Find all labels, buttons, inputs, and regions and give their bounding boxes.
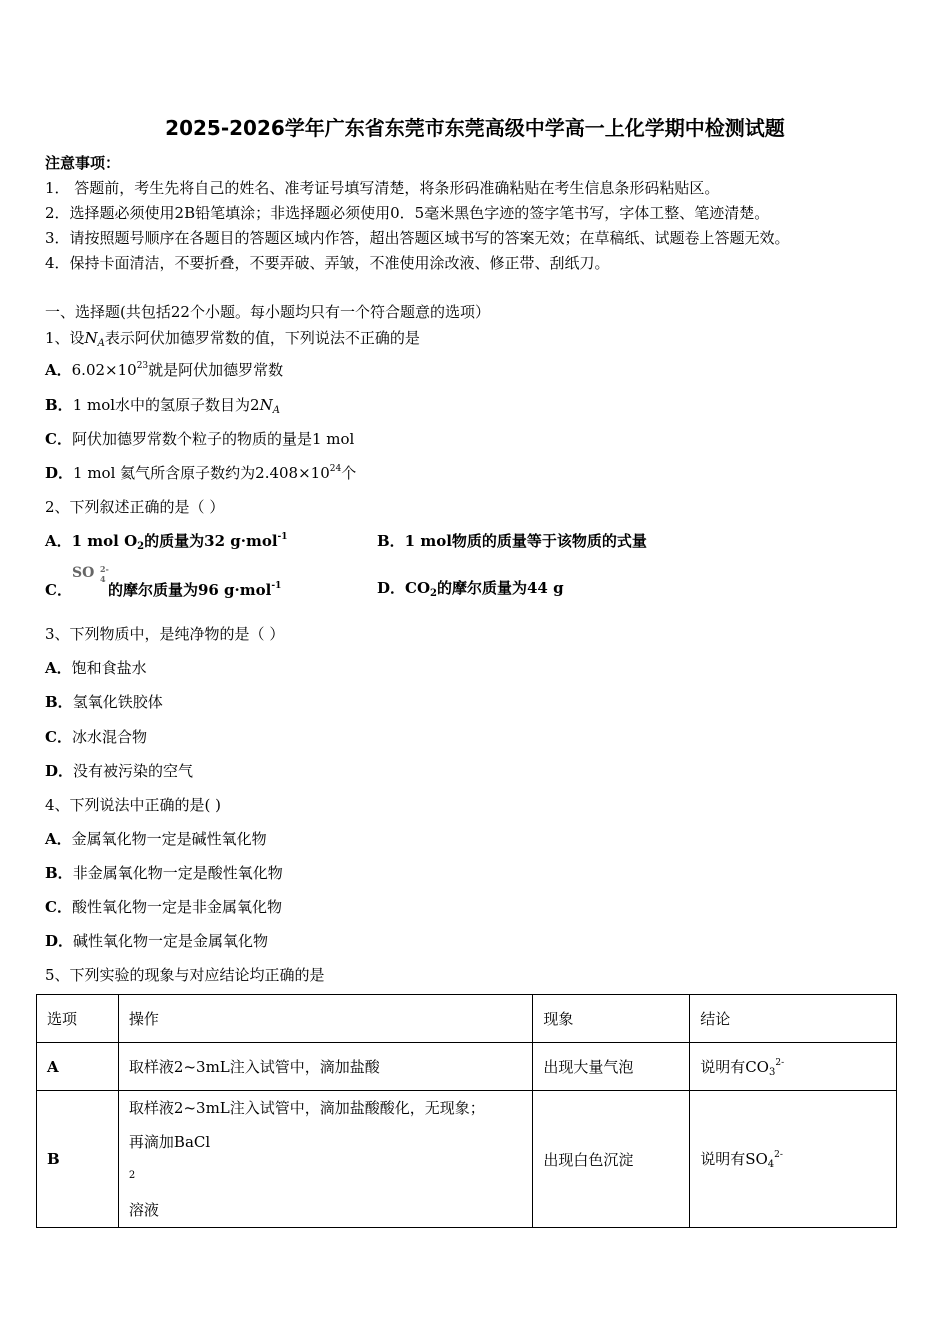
table-header-cell: 选项 <box>37 995 119 1043</box>
question-5-stem: 5、下列实验的现象与对应结论均正确的是 <box>45 966 325 984</box>
question-3-option-a: A．饱和食盐水 <box>45 659 147 677</box>
table-row <box>37 1091 897 1228</box>
page-title: 2025-2026学年广东省东莞市东莞高级中学高一上化学期中检测试题 <box>165 116 785 140</box>
table-cell-conclusion: 说明有$SO_4^{2-}$ <box>690 1091 897 1228</box>
question-2-option-b: B．1 mol物质的质量等于该物质的式量 <box>377 532 647 550</box>
question-4-option-c: C．酸性氧化物一定是非金属氧化物 <box>45 898 282 916</box>
table-cell-option: A <box>37 1043 119 1091</box>
notice-item: 3．请按照题号顺序在各题目的答题区域内作答，超出答题区域书写的答案无效；在草稿纸、试题卷上答题无效。 <box>45 229 790 247</box>
question-3-stem: 3、下列物质中，是纯净物的是（ ） <box>45 625 285 643</box>
notice-item: 4．保持卡面清洁，不要折叠，不要弄破、弄皱，不准使用涂改液、修正带、刮纸刀。 <box>45 254 610 272</box>
table-header-cell: 操作 <box>118 995 532 1043</box>
notice-heading: 注意事项： <box>45 154 121 172</box>
table-cell-phenomenon: 出现白色沉淀 <box>533 1091 690 1228</box>
question-1-option-a: A．$6.02\times 10^{23}$就是阿伏加德罗常数 <box>45 361 284 379</box>
question-1-option-c: C．阿伏加德罗常数个粒子的物质的量是1 mol <box>45 430 355 448</box>
experiment-table <box>36 994 897 1228</box>
table-header-cell: 现象 <box>533 995 690 1043</box>
question-1-stem: 1、设$N_A$表示阿伏加德罗常数的值，下列说法不正确的是 <box>45 329 420 349</box>
table-cell-conclusion: 说明有$CO_3^{2-}$ <box>690 1043 897 1091</box>
question-3-option-d: D．没有被污染的空气 <box>45 762 194 780</box>
question-4-option-a: A．金属氧化物一定是碱性氧化物 <box>45 830 267 848</box>
question-2-option-d: D．$CO_2$的摩尔质量为44 g <box>377 579 564 599</box>
question-4-option-d: D．碱性氧化物一定是金属氧化物 <box>45 932 269 950</box>
question-3-option-b: B．氢氧化铁胶体 <box>45 693 163 711</box>
table-cell-option: B <box>37 1091 119 1228</box>
notice-item: 1． 答题前，考生先将自己的姓名、准考证号填写清楚，将条形码准确粘贴在考生信息条形码粘贴区。 <box>45 179 720 197</box>
table-cell-operation: 取样液2~3mL注入试管中，滴加盐酸酸化，无现象； 再滴加BaCl 2 溶液 <box>118 1091 532 1228</box>
section-heading: 一、选择题(共包括22个小题。每小题均只有一个符合题意的选项） <box>45 303 490 321</box>
question-1-option-b: B．1 mol水中的氢原子数目为$2N_A$ <box>45 396 280 416</box>
question-2-stem: 2、下列叙述正确的是（ ） <box>45 498 225 516</box>
question-2-option-a: A．1 mol $O_2$的质量为32 g·mol$^{-1}$ <box>45 532 288 552</box>
table-cell-phenomenon: 出现大量气泡 <box>533 1043 690 1091</box>
question-1-option-d: D．1 mol 氦气所含原子数约为$2.408\times 10^{24}$个 <box>45 464 357 482</box>
question-4-option-b: B．非金属氧化物一定是酸性氧化物 <box>45 864 283 882</box>
table-row <box>37 1043 897 1091</box>
question-3-option-c: C．冰水混合物 <box>45 728 147 746</box>
sulfate-formula: SO 2- 4 <box>71 564 109 584</box>
table-header-cell: 结论 <box>690 995 897 1043</box>
question-2-option-c: C． SO 2- 4 的摩尔质量为96 g·mol$^{-1}$ <box>45 564 282 599</box>
table-header-row <box>37 995 897 1043</box>
table-cell-operation: 取样液2~3mL注入试管中，滴加盐酸 <box>118 1043 532 1091</box>
question-4-stem: 4、下列说法中正确的是( ) <box>45 796 222 814</box>
notice-item: 2．选择题必须使用2B铅笔填涂；非选择题必须使用0．5毫米黑色字迹的签字笔书写，字体工整、笔迹清楚。 <box>45 204 770 222</box>
